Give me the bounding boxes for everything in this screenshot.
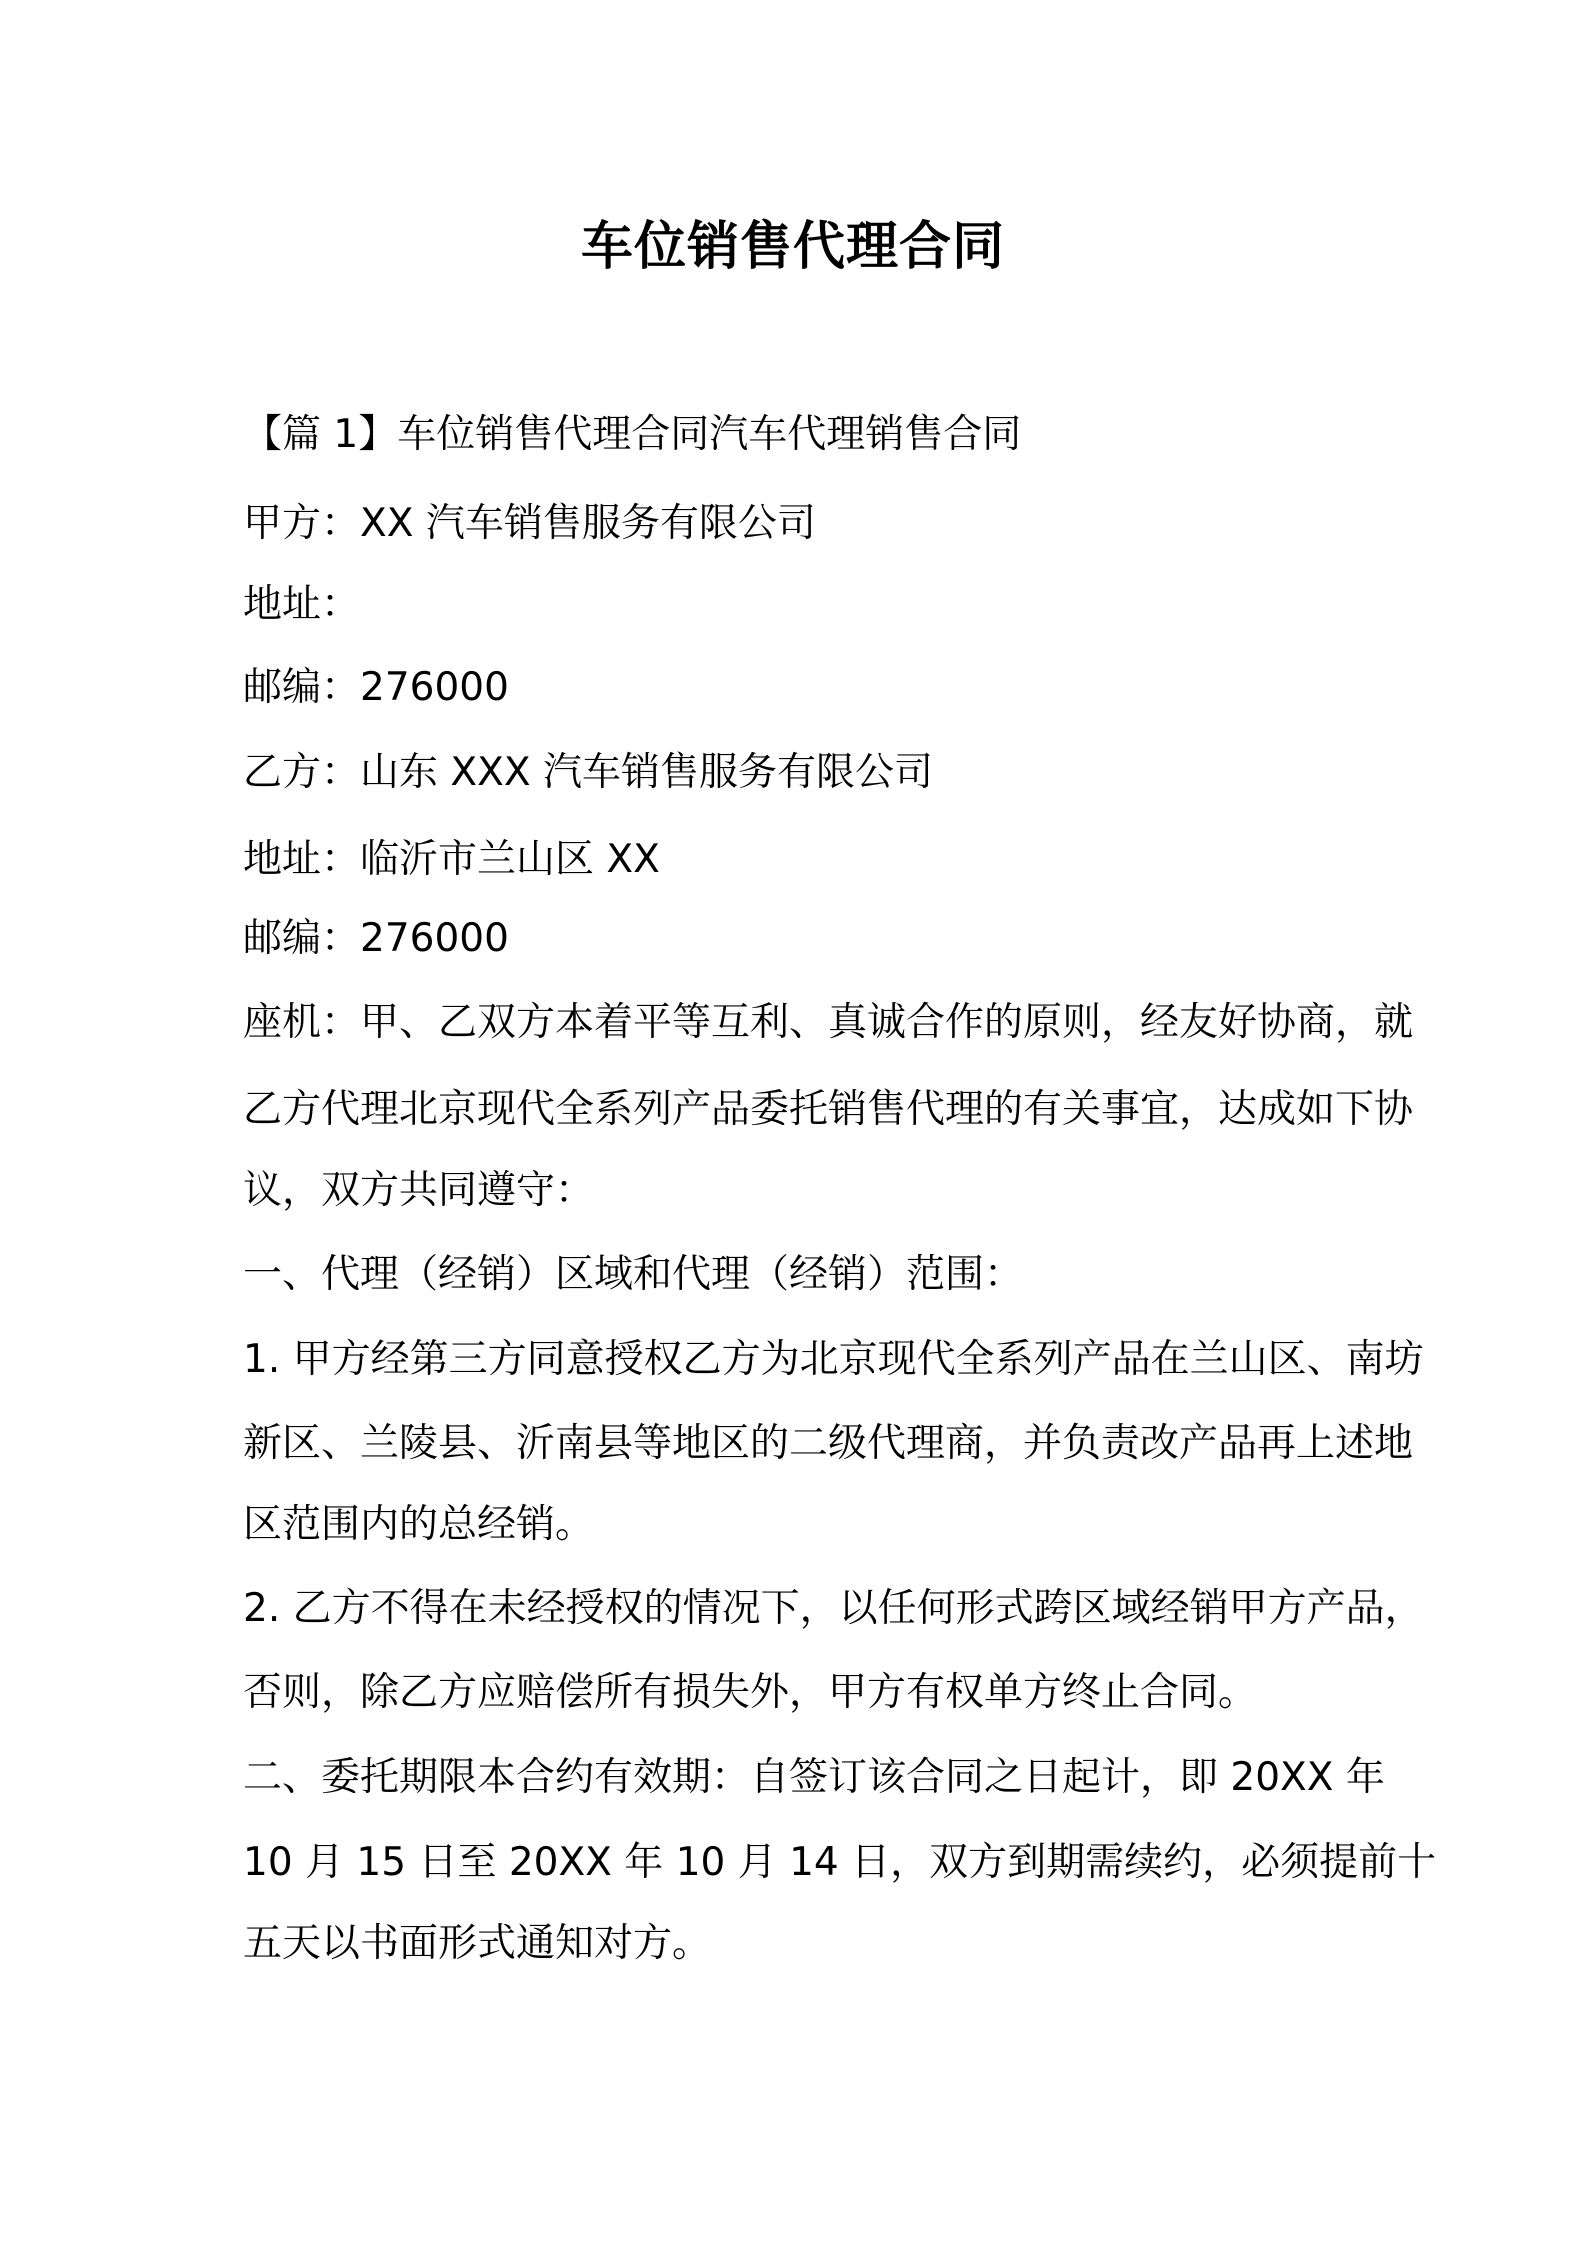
document-title: 车位销售代理合同 (580, 217, 1005, 277)
party-a-name: 甲方：XX 汽车销售服务有限公司 (243, 501, 816, 546)
party-a-address: 地址： (243, 582, 361, 627)
clause-1-heading: 一、代理（经销）区域和代理（经销）范围： (243, 1252, 1024, 1297)
party-a-postcode: 邮编：276000 (243, 665, 509, 710)
section-heading: 【篇 1】车位销售代理合同汽车代理销售合同 (243, 412, 1022, 457)
clause-1-item-1-line: 区范围内的总经销。 (243, 1502, 595, 1547)
clause-2-line: 二、委托期限本合约有效期：自签订该合同之日起计，即 20XX 年 (243, 1755, 1385, 1800)
clause-2-line: 五天以书面形式通知对方。 (243, 1921, 712, 1966)
clause-1-item-1-line: 新区、兰陵县、沂南县等地区的二级代理商，并负责改产品再上述地 (243, 1421, 1414, 1466)
preamble-line: 议，双方共同遵守： (243, 1168, 595, 1213)
party-b-name: 乙方：山东 XXX 汽车销售服务有限公司 (243, 750, 933, 795)
clause-1-item-2-line: 否则，除乙方应赔偿所有损失外，甲方有权单方终止合同。 (243, 1670, 1258, 1715)
clause-2-line: 10 月 15 日至 20XX 年 10 月 14 日，双方到期需续约，必须提前十 (243, 1840, 1437, 1885)
party-b-address: 地址：临沂市兰山区 XX (243, 837, 660, 882)
clause-1-item-1-line: 1. 甲方经第三方同意授权乙方为北京现代全系列产品在兰山区、南坊 (243, 1337, 1424, 1382)
party-b-postcode: 邮编：276000 (243, 916, 509, 961)
preamble-line: 座机：甲、乙双方本着平等互利、真诚合作的原则，经友好协商，就 (243, 1000, 1414, 1045)
clause-1-item-2-line: 2. 乙方不得在未经授权的情况下，以任何形式跨区域经销甲方产品， (243, 1586, 1424, 1631)
preamble-line: 乙方代理北京现代全系列产品委托销售代理的有关事宜，达成如下协 (243, 1087, 1414, 1132)
